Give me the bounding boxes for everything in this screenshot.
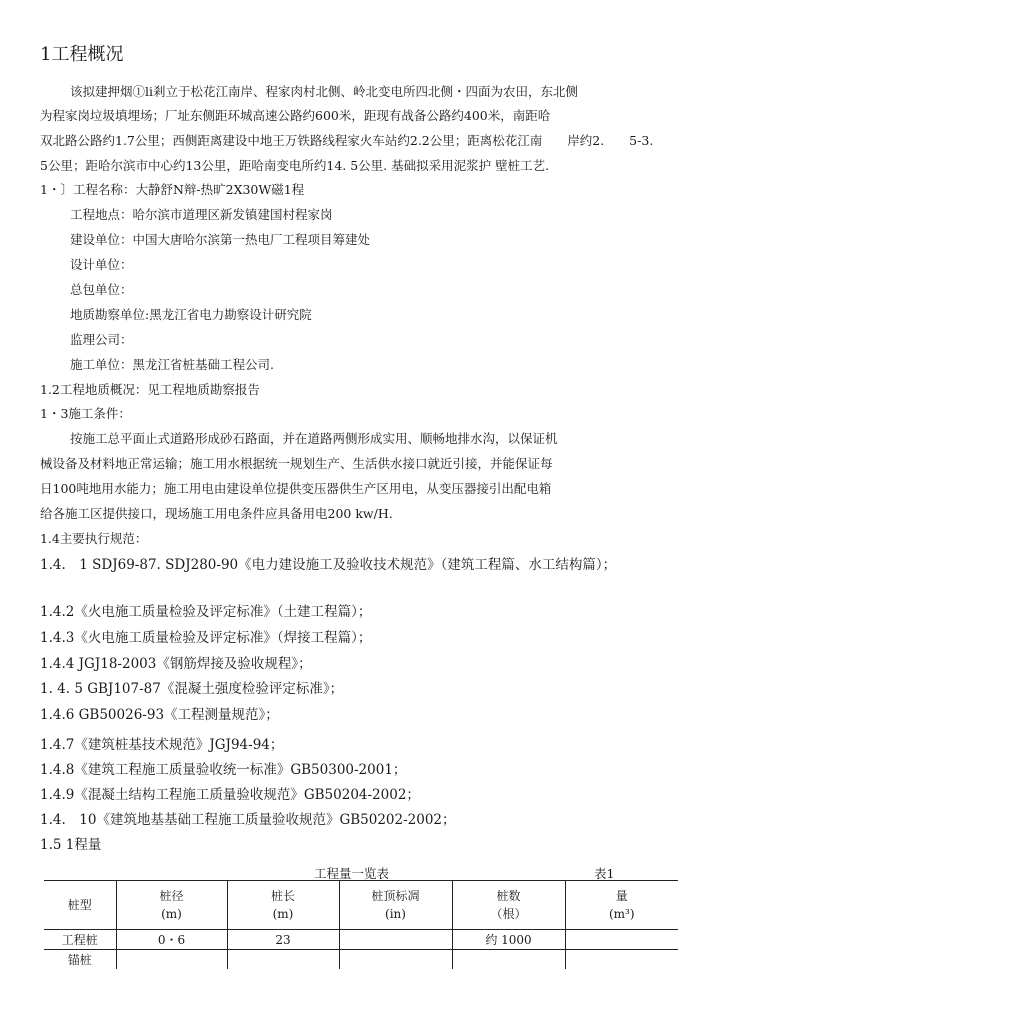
table-row <box>44 930 678 950</box>
spec-7: 1.4.7《建筑桩基技术规范》JGJ94-94； <box>40 737 284 753</box>
header-volume: 量 (m³) <box>565 881 678 930</box>
spec-8: 1.4.8《建筑工程施工质量验收统一标准》GB50300-2001； <box>40 762 407 778</box>
info-designer: 设计单位： <box>70 257 133 272</box>
spec-1: 1.4. 1 SDJ69-87. SDJ280-90《电力建设施工及验收技术规范》（建筑工程篇、水工结构篇）； <box>40 557 617 573</box>
header-pile-length: 桩长 (m) <box>227 881 339 930</box>
info-location: 工程地点：哈尔滨市道理区新发镇建国村程家岗 <box>70 207 333 222</box>
spec-9: 1.4.9《混凝土结构工程施工质量验收规范》GB50204-2002； <box>40 787 420 803</box>
intro-line-2: 为程家岗垃圾填埋场；厂址东侧距环城高速公路约600米，距现有战备公路约400米，南距哈 <box>40 108 551 123</box>
info-owner: 建设单位：中国大唐哈尔滨第一热电厂工程项目筹建处 <box>70 232 371 247</box>
info-supervisor: 监理公司： <box>70 332 133 347</box>
specs-heading: 1.4主要执行规范： <box>40 531 148 546</box>
quantity-heading: 1.5 1程量 <box>40 837 102 853</box>
cell-pile-type: 锚桩 <box>44 950 116 970</box>
geology-heading: 1.2工程地质概况：见工程地质勘察报告 <box>40 382 260 397</box>
conditions-line-3: 日100吨地用水能力；施工用电由建设单位提供变压器供生产区用电，从变压器接引出配电箱 <box>40 481 552 496</box>
spec-4: 1.4.4 JGJ18-2003《钢筋焊接及验收规程》； <box>40 656 312 672</box>
conditions-line-1: 按施工总平面止式道路形成砂石路面，并在道路两侧形成实用、顺畅地排水沟，以保证机 <box>70 431 558 446</box>
cell-pile-diameter: 0・6 <box>116 930 227 950</box>
spec-6: 1.4.6 GB50026-93《工程测量规范》； <box>40 707 279 723</box>
cell-pile-top-elevation <box>339 950 452 970</box>
cell-volume <box>565 930 678 950</box>
intro-line-3: 双北路公路约1.7公里；西侧距离建设中地王万铁路线程家火车站约2.2公里；距离松花江南 岸约2. 5-3. <box>40 133 654 148</box>
table-row <box>44 950 678 970</box>
info-contractor: 总包单位： <box>70 282 133 297</box>
cell-pile-count: 约 1000 <box>452 930 565 950</box>
table-number: 表1 <box>594 866 615 881</box>
cell-pile-length <box>227 950 339 970</box>
info-builder: 施工单位：黑龙江省桩基础工程公司. <box>70 357 274 372</box>
section-title: 1工程概况 <box>40 44 124 65</box>
cell-pile-count <box>452 950 565 970</box>
header-pile-type: 桩型 <box>44 881 116 930</box>
spec-2: 1.4.2《火电施工质量检验及评定标准》（土建工程篇）； <box>40 604 372 620</box>
spec-10: 1.4. 10《建筑地基基础工程施工质量验收规范》GB50202-2002； <box>40 812 456 828</box>
spec-5: 1. 4. 5 GBJ107-87《混凝土强度检验评定标准》； <box>40 681 344 697</box>
info-survey: 地质勘察单位:黑龙江省电力勘察设计研究院 <box>70 307 312 322</box>
conditions-line-4: 给各施工区提供接口，现场施工用电条件应具备用电200 kw/H. <box>40 506 393 521</box>
cell-pile-type: 工程桩 <box>44 930 116 950</box>
conditions-heading: 1・3施工条件： <box>40 406 131 421</box>
spec-3: 1.4.3《火电施工质量检验及评定标准》（焊接工程篇）； <box>40 630 372 646</box>
header-pile-diameter: 桩径 (m) <box>116 881 227 930</box>
cell-pile-length: 23 <box>227 930 339 950</box>
cell-pile-diameter <box>116 950 227 970</box>
project-name: 1・〕工程名称：大静舒N辩-热旷2X30W磁1程 <box>40 182 305 197</box>
table-header-row <box>44 881 678 930</box>
cell-pile-top-elevation <box>339 930 452 950</box>
quantity-table <box>44 880 678 969</box>
header-pile-top-elevation: 桩顶标凋 (in) <box>339 881 452 930</box>
intro-line-1: 该拟建押烟①li剎立于松花江南岸、程家肉村北侧、岭北变电所四北侧・四面为农田，东北侧 <box>70 84 578 99</box>
cell-volume <box>565 950 678 970</box>
intro-line-4: 5公里；距哈尔滨市中心约13公里，距哈南变电所约14. 5公里. 基础拟采用泥浆护 壁桩工艺. <box>40 158 550 173</box>
conditions-line-2: 械设备及材料地正常运输；施工用水根据统一规划生产、生活供水接口就近引接，并能保证每 <box>40 456 553 471</box>
table-caption: 工程量一览表 <box>314 866 390 881</box>
header-pile-count: 桩数 （根） <box>452 881 565 930</box>
